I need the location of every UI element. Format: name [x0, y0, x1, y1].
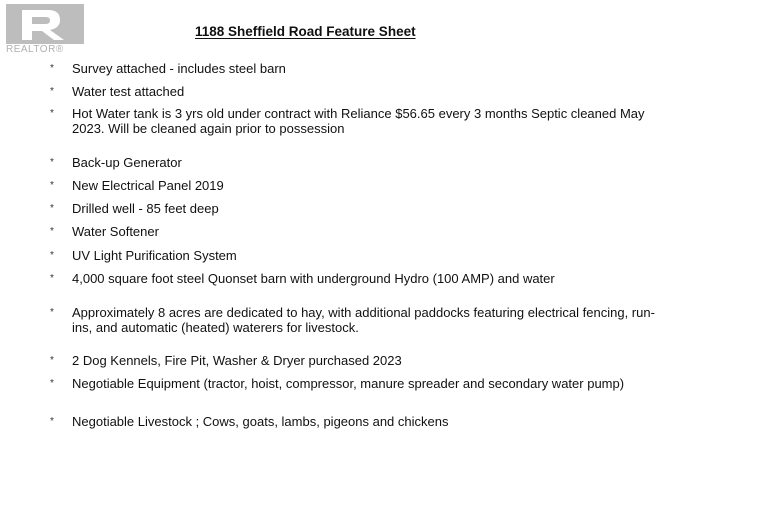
feature-text: New Electrical Panel 2019: [72, 178, 224, 193]
bullet-icon: *: [50, 226, 54, 237]
feature-text: Negotiable Equipment (tractor, hoist, compressor, manure spreader and secondary water pump): [72, 376, 625, 391]
feature-text: Negotiable Livestock ; Cows, goats, lambs, pigeons and chickens: [72, 414, 449, 429]
realtor-logo: [6, 4, 86, 54]
feature-text: Drilled well - 85 feet deep: [72, 201, 219, 216]
realtor-logo-box: [6, 4, 84, 44]
feature-text: 2 Dog Kennels, Fire Pit, Washer & Dryer purchased 2023: [72, 353, 402, 368]
bullet-icon: *: [50, 157, 54, 168]
bullet-icon: *: [50, 63, 54, 74]
bullet-icon: *: [50, 355, 54, 366]
bullet-icon: *: [50, 108, 54, 119]
bullet-icon: *: [50, 180, 54, 191]
bullet-icon: *: [50, 203, 54, 214]
feature-text: Water test attached: [72, 84, 185, 99]
bullet-icon: *: [50, 307, 54, 318]
feature-text: 4,000 square foot steel Quonset barn with underground Hydro (100 AMP) and water: [72, 271, 555, 286]
realtor-r-icon: [8, 6, 82, 42]
bullet-icon: *: [50, 416, 54, 427]
bullet-icon: *: [50, 250, 54, 261]
feature-text: UV Light Purification System: [72, 248, 237, 263]
feature-text: Hot Water tank is 3 yrs old under contract with Reliance $56.65 every 3 months Septic cleaned May 2023. Will be cleaned again prior to possession: [72, 106, 645, 136]
document-title: 1188 Sheffield Road Feature Sheet: [195, 24, 416, 39]
bullet-icon: *: [50, 86, 54, 97]
realtor-logo-text: REALTOR®: [6, 44, 64, 55]
bullet-icon: *: [50, 378, 54, 389]
feature-text: Back-up Generator: [72, 155, 182, 170]
feature-text: Survey attached - includes steel barn: [72, 61, 286, 76]
feature-text: Approximately 8 acres are dedicated to hay, with additional paddocks featuring electrical fencing, run-ins, and automatic (heated) waterers for livestock.: [72, 305, 655, 335]
feature-text: Water Softener: [72, 224, 159, 239]
bullet-icon: *: [50, 273, 54, 284]
